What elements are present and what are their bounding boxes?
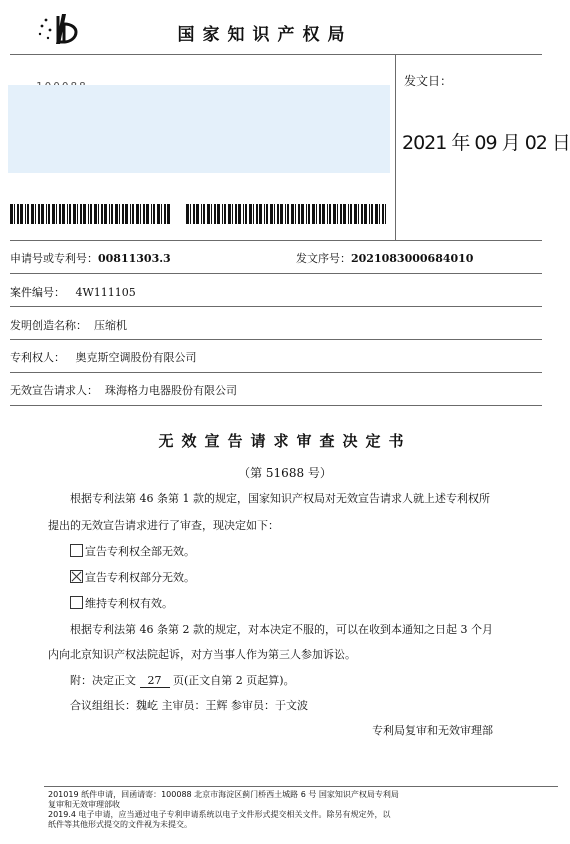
attachment-line xyxy=(70,672,295,688)
option-maintain-valid xyxy=(70,595,173,611)
row-divider xyxy=(10,306,542,307)
application-no-label: 申请号或专利号： xyxy=(10,252,98,265)
serial-no-label: 发文序号： xyxy=(296,252,351,265)
office-name: 国家知识产权局 xyxy=(177,25,353,45)
panel-members: 合议组组长：魏屹 主审员：王辉 参审员：于文波 xyxy=(70,699,308,712)
barcode-right xyxy=(186,204,386,224)
application-no: 00811303.3 xyxy=(98,252,171,265)
department: 专利局复审和无效审理部 xyxy=(372,724,493,737)
paragraph-1-line-2: 提出的无效宣告请求进行了审查，现决定如下： xyxy=(48,519,279,532)
issue-column-divider xyxy=(395,54,396,240)
option-label: 宣告专利权全部无效。 xyxy=(85,545,195,558)
issue-date: 2021 年 09 月 02 日 xyxy=(402,132,570,154)
option-label: 宣告专利权部分无效。 xyxy=(85,571,195,584)
option-invalidate-all xyxy=(70,543,195,559)
footer-line-1: 201019 纸件申请，回函请寄：100088 北京市海淀区蓟门桥西土城路 6 号 国家知识产权局专利局 xyxy=(48,790,399,799)
attachment-pages: 27 xyxy=(140,674,170,688)
checkbox-invalidate-all xyxy=(70,544,83,557)
checkbox-maintain-valid xyxy=(70,596,83,609)
application-no-row xyxy=(10,250,171,266)
row-divider xyxy=(10,273,542,274)
requester-label: 无效宣告请求人： xyxy=(10,384,98,397)
row-divider xyxy=(10,339,542,340)
paragraph-1-line-1: 根据专利法第 46 条第 1 款的规定，国家知识产权局对无效宣告请求人就上述专利权所 xyxy=(70,492,490,505)
footer-line-4: 纸件等其他形式提交的文件视为未提交。 xyxy=(48,820,192,829)
decision-title: 无效宣告请求审查决定书 xyxy=(158,432,412,450)
invention-name-row xyxy=(10,317,127,333)
footer-notes xyxy=(48,790,399,830)
header-divider xyxy=(10,54,542,55)
row-divider xyxy=(10,372,542,373)
patentee: 奥克斯空调股份有限公司 xyxy=(75,351,197,364)
footer-line-2: 复审和无效审理部收 xyxy=(48,800,120,809)
address-redaction xyxy=(8,85,390,173)
requester: 珠海格力电器股份有限公司 xyxy=(105,384,237,397)
footer-line-3: 2019.4 电子申请，应当通过电子专利申请系统以电子文件形式提交相关文件。除另有规定外，以 xyxy=(48,810,391,819)
invention-name-label: 发明创造名称： xyxy=(10,319,87,332)
option-label: 维持专利权有效。 xyxy=(85,597,173,610)
attachment-suffix: 页(正文自第 2 页起算)。 xyxy=(173,674,295,687)
issue-date-label: 发文日： xyxy=(404,74,453,88)
attachment-prefix: 附：决定正文 xyxy=(70,674,136,687)
row-divider xyxy=(10,405,542,406)
patentee-label: 专利权人： xyxy=(10,351,65,364)
checkbox-invalidate-part xyxy=(70,570,83,583)
paragraph-2-line-1: 根据专利法第 46 条第 2 款的规定，对本决定不服的，可以在收到本通知之日起 3 个月 xyxy=(70,623,493,636)
row-divider xyxy=(10,240,542,241)
barcode-left xyxy=(10,204,172,224)
footer-divider xyxy=(44,786,558,787)
cnipa-logo xyxy=(36,12,86,46)
decision-number: （第 51688 号） xyxy=(238,466,332,480)
case-no: 4W111105 xyxy=(75,286,136,299)
requester-row xyxy=(10,382,237,398)
patentee-row xyxy=(10,349,197,365)
invention-name: 压缩机 xyxy=(94,319,127,332)
paragraph-2-line-2: 内向北京知识产权法院起诉，对方当事人作为第三人参加诉讼。 xyxy=(48,648,356,661)
option-invalidate-part xyxy=(70,569,195,585)
case-no-row xyxy=(10,284,136,300)
serial-no-row xyxy=(296,250,473,266)
case-no-label: 案件编号： xyxy=(10,286,65,299)
serial-no: 2021083000684010 xyxy=(351,252,474,265)
